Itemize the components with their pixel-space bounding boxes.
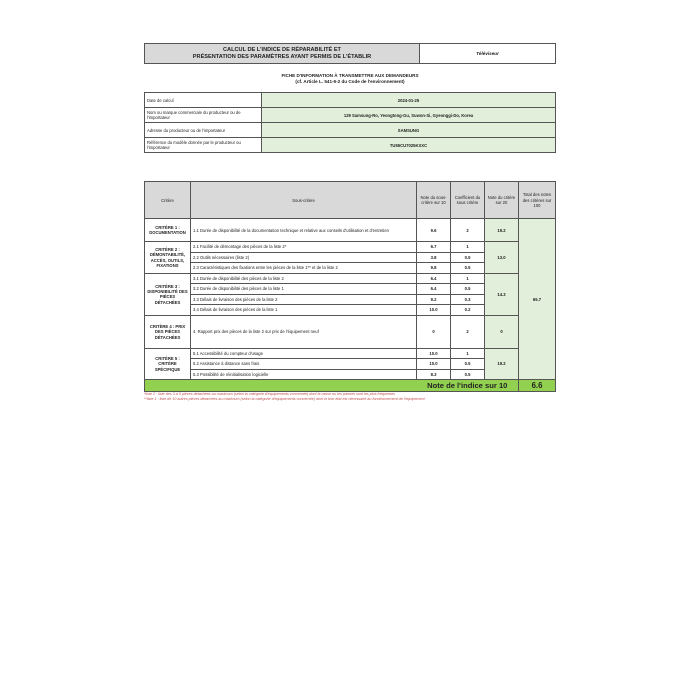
- repairability-sheet: [144, 43, 556, 402]
- subcriterion-note: 9.8: [417, 263, 451, 274]
- subcriterion-label: 3.2 Durée de disponibilité des pièces de la liste 1: [191, 284, 417, 295]
- subcriterion-note: 0: [417, 315, 451, 348]
- subcriterion-coef: 0.5: [451, 284, 485, 295]
- col-header-total: Total des notes des critères sur 100: [519, 182, 556, 219]
- footnote-list-2: *liste 2 : liste des 3 à 5 pièces détachées au maximum (selon la catégorie d'équipements concernée) dont la casse ou les pannes sont les plus fréquentes: [144, 392, 395, 397]
- criterion-name: CRITÈRE 1 : DOCUMENTATION: [145, 219, 191, 242]
- subcriterion-coef: 0.3: [451, 294, 485, 305]
- info-value: 2024-01-25: [262, 93, 556, 108]
- subcriterion-label: 2.2 Outils nécessaires (liste 2): [191, 252, 417, 263]
- subcriterion-note: 10.0: [417, 305, 451, 316]
- subcriterion-coef: 0.2: [451, 305, 485, 316]
- subcriterion-coef: 1: [451, 273, 485, 284]
- subcriterion-label: 2.1 Facilité de démontage des pièces de la liste 2*: [191, 242, 417, 253]
- title-line-1: CALCUL DE L'INDICE DE RÉPARABILITÉ ET: [223, 46, 341, 53]
- col-header-critere: Critère: [145, 182, 191, 219]
- info-value: 129 Samsung-Ro, Yeongtong-Gu, Suwon-Si, Gyeonggi-Do, Korea: [262, 108, 556, 123]
- subcriterion-label: 4. Rapport prix des pièces de la liste 2 sur prix de l'équipement neuf: [191, 315, 417, 348]
- criterion-score20: 19.2: [485, 348, 519, 380]
- subcriterion-label: 3.4 Délais de livraison des pièces de la liste 1: [191, 305, 417, 316]
- info-value: TU55CU7025KXXC: [262, 138, 556, 153]
- subcriterion-note: 10.0: [417, 359, 451, 370]
- table-row: [145, 219, 556, 242]
- document-title: [145, 44, 420, 64]
- product-type: Téléviseur: [420, 44, 556, 64]
- criterion-name: CRITÈRE 3 : DISPONIBILITÉ DES PIÈCES DÉTACHÉES: [145, 273, 191, 315]
- subcriterion-note: 9.6: [417, 219, 451, 242]
- col-header-note: Note du sous-critère sur 10: [417, 182, 451, 219]
- criterion-name: CRITÈRE 4 : PRIX DES PIÈCES DÉTACHÉES: [145, 315, 191, 348]
- info-label: Adresse du producteur ou de l'importateur: [145, 123, 262, 138]
- subcriterion-coef: 2: [451, 315, 485, 348]
- subcriterion-coef: 1: [451, 242, 485, 253]
- subcriterion-note: 6.4: [417, 284, 451, 295]
- info-label: Nom ou marque commerciale du producteur ou de l'importateur: [145, 108, 262, 123]
- scores-table: [144, 181, 556, 392]
- info-row: [145, 93, 556, 108]
- criterion-score20: 14.3: [485, 273, 519, 315]
- footnote-list-1: **liste 1 : liste de 10 autres pièces détachées au maximum (selon la catégorie d'équipements concernée) dont le bon état est nécessaire au fonctionnement de l'équipement: [144, 397, 425, 402]
- subcriterion-note: 6.7: [417, 242, 451, 253]
- final-score-row: [145, 380, 556, 392]
- header-table: [144, 43, 556, 64]
- subcriterion-label: 3.3 Délais de livraison des pièces de la liste 2: [191, 294, 417, 305]
- subcriterion-note: 3.8: [417, 252, 451, 263]
- criterion-score20: 13.0: [485, 242, 519, 274]
- subcriterion-label: 5.1 Accessibilité du compteur d'usage: [191, 348, 417, 359]
- info-value: SAMSUNG: [262, 123, 556, 138]
- subcriterion-note: 8.3: [417, 369, 451, 380]
- info-label: Référence du modèle donnée par le producteur ou l'importateur: [145, 138, 262, 153]
- criterion-score20: 19.2: [485, 219, 519, 242]
- subcriterion-coef: 0.5: [451, 252, 485, 263]
- title-line-2: PRÉSENTATION DES PARAMÈTRES AYANT PERMIS DE L'ÉTABLIR: [192, 53, 372, 60]
- table-row: [145, 273, 556, 284]
- subcriterion-label: 5.3 Possibilité de réinitialisation logicielle: [191, 369, 417, 380]
- subcriterion-note: 10.0: [417, 348, 451, 359]
- table-row: [145, 242, 556, 253]
- subcriterion-coef: 0.5: [451, 369, 485, 380]
- info-table: [144, 92, 556, 153]
- info-row: [145, 108, 556, 123]
- col-header-sous-critere: Sous-critère: [191, 182, 417, 219]
- info-row: [145, 123, 556, 138]
- subcriterion-label: 3.1 Durée de disponibilité des pièces de la liste 2: [191, 273, 417, 284]
- total-score100: 65.7: [519, 219, 556, 380]
- info-row: [145, 138, 556, 153]
- subcriterion-note: 6.4: [417, 273, 451, 284]
- subcriterion-label: 2.3 Caractéristiques des fixations entre les pièces de la liste 1** et de la liste 2: [191, 263, 417, 274]
- col-header-note20: Note du critère sur 20: [485, 182, 519, 219]
- subcriterion-label: 1.1 Durée de disponibilité de la documentation technique et relative aux conseils d'utilisation et d'entretien: [191, 219, 417, 242]
- scores-header-row: [145, 182, 556, 219]
- final-blank-cell: [145, 380, 417, 392]
- table-row: [145, 348, 556, 359]
- table-row: [145, 315, 556, 348]
- subcriterion-coef: 1: [451, 348, 485, 359]
- subtitle-line-2: (cf. Article L. 541-9-2 du Code de l'environnement): [295, 79, 405, 85]
- col-header-coef: Coefficient du sous critère: [451, 182, 485, 219]
- subcriterion-note: 9.2: [417, 294, 451, 305]
- final-score-value: 6.6: [519, 380, 556, 392]
- subcriterion-label: 5.2 Assistance à distance sans frais: [191, 359, 417, 370]
- subcriterion-coef: 0.5: [451, 263, 485, 274]
- criterion-score20: 0: [485, 315, 519, 348]
- criterion-name: CRITÈRE 2 : DÉMONTABILITÉ, ACCÈS, OUTILS, FIXATIONS: [145, 242, 191, 274]
- final-score-label: Note de l'indice sur 10: [417, 380, 519, 392]
- info-label: Date de calcul: [145, 93, 262, 108]
- criterion-name: CRITÈRE 5 : CRITÈRE SPÉCIFIQUE: [145, 348, 191, 380]
- subcriterion-coef: 0.5: [451, 359, 485, 370]
- subtitle-line-1: FICHE D'INFORMATION À TRANSMETTRE AUX DEMANDEURS: [281, 73, 419, 78]
- document-subtitle: [144, 73, 556, 85]
- subcriterion-coef: 2: [451, 219, 485, 242]
